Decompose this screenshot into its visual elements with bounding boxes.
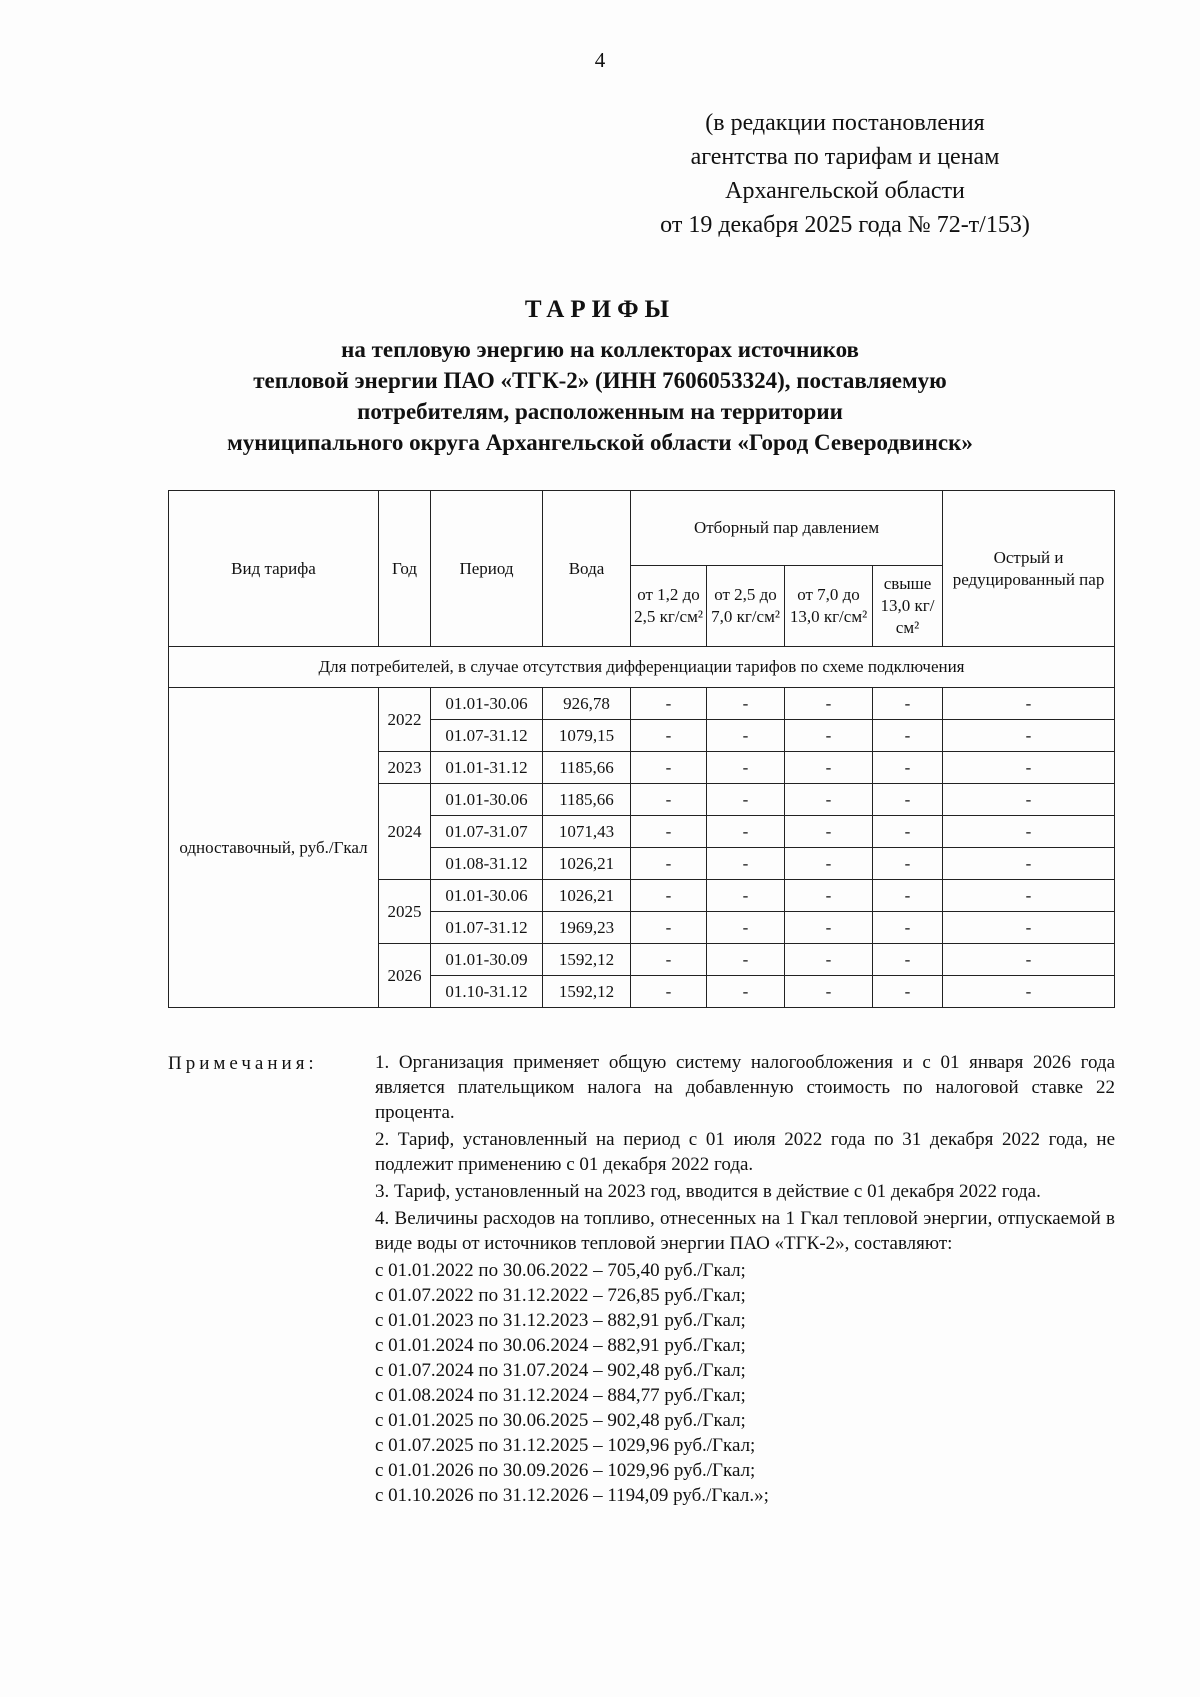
acute-cell: - bbox=[943, 752, 1115, 784]
steam-1-cell: - bbox=[631, 816, 707, 848]
period-cell: 01.01-30.06 bbox=[431, 880, 543, 912]
steam-2-cell: - bbox=[707, 752, 785, 784]
period-cell: 01.07-31.12 bbox=[431, 912, 543, 944]
water-cell: 1592,12 bbox=[543, 944, 631, 976]
water-cell: 1026,21 bbox=[543, 880, 631, 912]
amendment-line: (в редакции постановления bbox=[705, 110, 985, 136]
acute-cell: - bbox=[943, 976, 1115, 1008]
period-cell: 01.10-31.12 bbox=[431, 976, 543, 1008]
subtitle-line: тепловой энергии ПАО «ТГК-2» (ИНН 7606053324), поставляемую bbox=[253, 368, 947, 393]
acute-cell: - bbox=[943, 720, 1115, 752]
steam-1-cell: - bbox=[631, 688, 707, 720]
fuel-cost-line: с 01.01.2025 по 30.06.2025 – 902,48 руб./Гкал; bbox=[375, 1410, 746, 1431]
steam-1-cell: - bbox=[631, 720, 707, 752]
header-steam-1: от 1,2 до 2,5 кг/см² bbox=[631, 566, 707, 647]
water-cell: 1079,15 bbox=[543, 720, 631, 752]
water-cell: 1969,23 bbox=[543, 912, 631, 944]
steam-4-cell: - bbox=[873, 944, 943, 976]
tariff-name: одноставочный, руб./Гкал bbox=[169, 688, 379, 1008]
period-cell: 01.07-31.07 bbox=[431, 816, 543, 848]
steam-2-cell: - bbox=[707, 720, 785, 752]
amendment-line: от 19 декабря 2025 года № 72-т/153) bbox=[660, 212, 1030, 238]
acute-cell: - bbox=[943, 912, 1115, 944]
fuel-cost-line: с 01.01.2023 по 31.12.2023 – 882,91 руб./Гкал; bbox=[375, 1310, 746, 1331]
water-cell: 1592,12 bbox=[543, 976, 631, 1008]
water-cell: 1185,66 bbox=[543, 784, 631, 816]
year-cell: 2025 bbox=[379, 880, 431, 944]
steam-1-cell: - bbox=[631, 848, 707, 880]
water-cell: 1071,43 bbox=[543, 816, 631, 848]
steam-4-cell: - bbox=[873, 784, 943, 816]
amendment-note bbox=[600, 106, 1090, 242]
header-water: Вода bbox=[543, 491, 631, 647]
water-cell: 926,78 bbox=[543, 688, 631, 720]
period-cell: 01.01-31.12 bbox=[431, 752, 543, 784]
steam-1-cell: - bbox=[631, 784, 707, 816]
header-period: Период bbox=[431, 491, 543, 647]
year-cell: 2026 bbox=[379, 944, 431, 1008]
steam-2-cell: - bbox=[707, 944, 785, 976]
page-number: 4 bbox=[594, 48, 606, 72]
acute-cell: - bbox=[943, 816, 1115, 848]
table-row bbox=[169, 688, 1115, 720]
fuel-cost-line: с 01.07.2022 по 31.12.2022 – 726,85 руб./Гкал; bbox=[375, 1285, 746, 1306]
year-cell: 2022 bbox=[379, 688, 431, 752]
steam-1-cell: - bbox=[631, 880, 707, 912]
subtitle-line: на тепловую энергию на коллекторах источников bbox=[341, 337, 859, 362]
notes bbox=[375, 1050, 1115, 1508]
steam-4-cell: - bbox=[873, 816, 943, 848]
steam-4-cell: - bbox=[873, 848, 943, 880]
steam-2-cell: - bbox=[707, 880, 785, 912]
period-cell: 01.01-30.06 bbox=[431, 688, 543, 720]
steam-2-cell: - bbox=[707, 688, 785, 720]
fuel-cost-line: с 01.08.2024 по 31.12.2024 – 884,77 руб./Гкал; bbox=[375, 1385, 746, 1406]
steam-4-cell: - bbox=[873, 976, 943, 1008]
amendment-line: Архангельской области bbox=[725, 178, 965, 204]
steam-1-cell: - bbox=[631, 912, 707, 944]
steam-3-cell: - bbox=[785, 816, 873, 848]
steam-4-cell: - bbox=[873, 912, 943, 944]
steam-4-cell: - bbox=[873, 688, 943, 720]
steam-1-cell: - bbox=[631, 752, 707, 784]
steam-4-cell: - bbox=[873, 720, 943, 752]
steam-4-cell: - bbox=[873, 880, 943, 912]
acute-cell: - bbox=[943, 880, 1115, 912]
steam-3-cell: - bbox=[785, 880, 873, 912]
steam-3-cell: - bbox=[785, 976, 873, 1008]
steam-3-cell: - bbox=[785, 784, 873, 816]
fuel-cost-line: с 01.01.2024 по 30.06.2024 – 882,91 руб./Гкал; bbox=[375, 1335, 746, 1356]
header-steam-group: Отборный пар давлением bbox=[631, 491, 943, 566]
steam-3-cell: - bbox=[785, 720, 873, 752]
steam-1-cell: - bbox=[631, 976, 707, 1008]
steam-1-cell: - bbox=[631, 944, 707, 976]
document-title: ТАРИФЫ bbox=[524, 296, 676, 323]
note-item: 1. Организация применяет общую систему налогообложения и с 01 января 2026 года является плательщиком налога на добавленную стоимость по налоговой ставке 22 процента. bbox=[375, 1052, 1115, 1123]
steam-3-cell: - bbox=[785, 912, 873, 944]
year-cell: 2023 bbox=[379, 752, 431, 784]
steam-2-cell: - bbox=[707, 912, 785, 944]
acute-cell: - bbox=[943, 688, 1115, 720]
document-subtitle bbox=[150, 334, 1050, 458]
header-steam-2: от 2,5 до 7,0 кг/см² bbox=[707, 566, 785, 647]
note-item: 4. Величины расходов на топливо, отнесенных на 1 Гкал тепловой энергии, отпускаемой в виде воды от источников тепловой энергии ПАО «ТГК-2», составляют: bbox=[375, 1208, 1115, 1254]
period-cell: 01.01-30.06 bbox=[431, 784, 543, 816]
water-cell: 1185,66 bbox=[543, 752, 631, 784]
water-cell: 1026,21 bbox=[543, 848, 631, 880]
steam-3-cell: - bbox=[785, 688, 873, 720]
header-steam-3: от 7,0 до 13,0 кг/см² bbox=[785, 566, 873, 647]
note-item: 3. Тариф, установленный на 2023 год, вводится в действие с 01 декабря 2022 года. bbox=[375, 1181, 1041, 1202]
steam-2-cell: - bbox=[707, 976, 785, 1008]
fuel-cost-line: с 01.01.2022 по 30.06.2022 – 705,40 руб./Гкал; bbox=[375, 1260, 746, 1281]
acute-cell: - bbox=[943, 784, 1115, 816]
year-cell: 2024 bbox=[379, 784, 431, 880]
subtitle-line: муниципального округа Архангельской области «Город Северодвинск» bbox=[227, 430, 973, 455]
fuel-cost-line: с 01.07.2024 по 31.07.2024 – 902,48 руб./Гкал; bbox=[375, 1360, 746, 1381]
steam-3-cell: - bbox=[785, 848, 873, 880]
steam-2-cell: - bbox=[707, 816, 785, 848]
fuel-cost-line: с 01.07.2025 по 31.12.2025 – 1029,96 руб./Гкал; bbox=[375, 1435, 756, 1456]
amendment-line: агентства по тарифам и ценам bbox=[690, 144, 1000, 170]
steam-3-cell: - bbox=[785, 752, 873, 784]
acute-cell: - bbox=[943, 944, 1115, 976]
period-cell: 01.01-30.09 bbox=[431, 944, 543, 976]
header-acute-steam: Острый и редуцированный пар bbox=[943, 491, 1115, 647]
note-item: 2. Тариф, установленный на период с 01 июля 2022 года по 31 декабря 2022 года, не подлежит применению с 01 декабря 2022 года. bbox=[375, 1129, 1115, 1175]
steam-4-cell: - bbox=[873, 752, 943, 784]
period-cell: 01.08-31.12 bbox=[431, 848, 543, 880]
notes-label: Примечания: bbox=[168, 1053, 318, 1074]
section-label: Для потребителей, в случае отсутствия дифференциации тарифов по схеме подключения bbox=[169, 647, 1115, 688]
steam-2-cell: - bbox=[707, 848, 785, 880]
steam-3-cell: - bbox=[785, 944, 873, 976]
acute-cell: - bbox=[943, 848, 1115, 880]
fuel-cost-line: с 01.01.2026 по 30.09.2026 – 1029,96 руб./Гкал; bbox=[375, 1460, 756, 1481]
period-cell: 01.07-31.12 bbox=[431, 720, 543, 752]
fuel-cost-line: с 01.10.2026 по 31.12.2026 – 1194,09 руб./Гкал.»; bbox=[375, 1485, 769, 1506]
header-year: Год bbox=[379, 491, 431, 647]
header-steam-4: свыше 13,0 кг/см² bbox=[873, 566, 943, 647]
tariff-table bbox=[168, 490, 1115, 1008]
subtitle-line: потребителям, расположенным на территории bbox=[357, 399, 843, 424]
header-tariff-type: Вид тарифа bbox=[169, 491, 379, 647]
steam-2-cell: - bbox=[707, 784, 785, 816]
